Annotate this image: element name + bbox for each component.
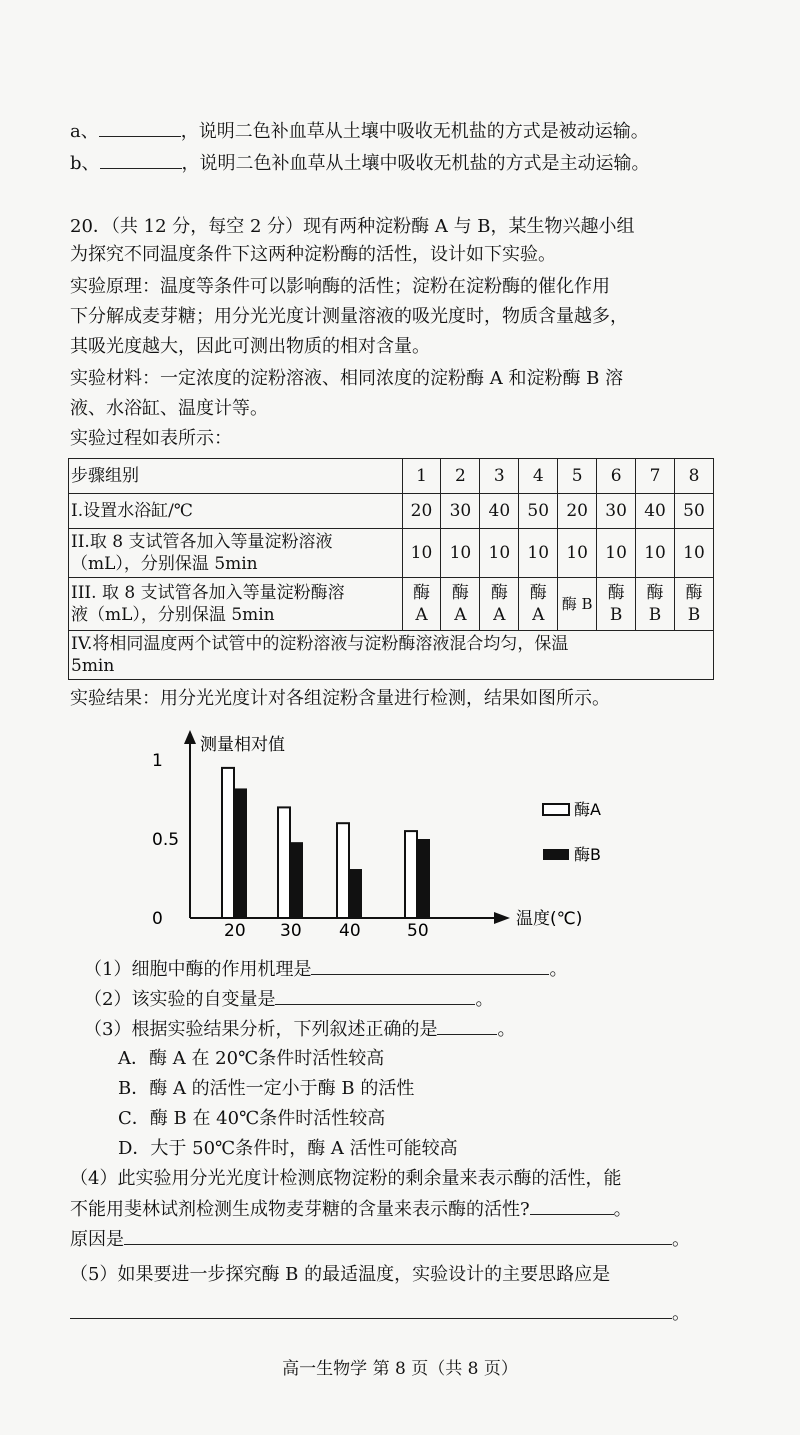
row-label [69, 529, 403, 578]
option-b[interactable]: B．酶 A 的活性一定小于酶 B 的活性 [118, 1078, 415, 1099]
q1-answer-blank[interactable] [311, 956, 549, 975]
answer-line-b [70, 150, 650, 177]
row-label-line: （mL），分别保温 5min [71, 554, 258, 574]
principle-line-3: 其吸光度越大，因此可测出物质的相对含量。 [70, 336, 430, 357]
q5-line-2 [70, 1300, 690, 1327]
enzyme-cell [558, 578, 597, 631]
result-text: 实验结果：用分光光度计对各组淀粉含量进行检测，结果如图所示。 [70, 688, 610, 709]
cell-value: 20 [402, 494, 441, 529]
enzyme-bottom: A [532, 605, 545, 625]
enzyme-cell [636, 578, 675, 631]
enzyme-top: 酶 [646, 583, 664, 603]
cell-value: 10 [519, 529, 558, 578]
cell-value: 10 [636, 529, 675, 578]
y-tick-label: 0 [152, 909, 163, 929]
row-label-line: 液（mL），分别保温 5min [71, 605, 275, 625]
enzyme-top: 酶 [529, 583, 547, 603]
experiment-table [68, 458, 714, 680]
cell-value: 10 [597, 529, 636, 578]
q4-reason-label: 原因是 [70, 1229, 124, 1250]
q4-line-1: （4）此实验用分光光度计检测底物淀粉的剩余量来表示酶的活性，能 [70, 1168, 622, 1189]
answer-blank[interactable] [99, 118, 181, 137]
enzyme-bottom: A [454, 605, 467, 625]
mix-step-line: 5min [71, 656, 115, 676]
q2-answer-blank[interactable] [275, 986, 475, 1005]
mix-step [69, 631, 714, 680]
bar-enzyme-b [291, 842, 303, 918]
period: 。 [475, 989, 494, 1010]
line-text: ，说明二色补血草从土壤中吸收无机盐的方式是被动运输。 [180, 121, 649, 142]
group-number: 1 [402, 459, 441, 494]
enzyme-cell [519, 578, 558, 631]
cell-value: 40 [636, 494, 675, 529]
q4-answer-blank[interactable] [530, 1196, 614, 1215]
x-axis-arrow [494, 912, 510, 924]
answer-blank[interactable] [100, 150, 182, 169]
q3 [84, 1016, 515, 1043]
bar-enzyme-a [278, 807, 290, 918]
legend-label-a: 酶A [574, 800, 601, 819]
option-d[interactable]: D．大于 50℃条件时，酶 A 活性可能较高 [118, 1138, 458, 1159]
results-chart [0, 722, 800, 952]
cell-value: 10 [558, 529, 597, 578]
cell-value: 50 [675, 494, 714, 529]
cell-value: 10 [480, 529, 519, 578]
enzyme-cell [597, 578, 636, 631]
q5-answer-blank[interactable] [70, 1300, 672, 1319]
enzyme-top: 酶 [685, 583, 703, 603]
enzyme-top: 酶 [451, 583, 469, 603]
process-label: 实验过程如表所示： [70, 428, 232, 449]
legend-swatch-a [543, 804, 569, 815]
q3-answer-blank[interactable] [437, 1016, 497, 1035]
enzyme-top: 酶 [412, 583, 430, 603]
cell-value: 10 [675, 529, 714, 578]
q5-line-1: （5）如果要进一步探究酶 B 的最适温度，实验设计的主要思路应是 [70, 1264, 611, 1285]
table-row [69, 459, 714, 494]
line-text: ，说明二色补血草从土壤中吸收无机盐的方式是主动运输。 [181, 153, 650, 174]
q4-line-2 [70, 1196, 632, 1223]
option-a[interactable]: A．酶 A 在 20℃条件时活性较高 [118, 1048, 385, 1069]
answer-line-a [70, 118, 649, 145]
group-number: 7 [636, 459, 675, 494]
option-c[interactable]: C．酶 B 在 40℃条件时活性较高 [118, 1108, 386, 1129]
question-header-1: 20．（共 12 分，每空 2 分）现有两种淀粉酶 A 与 B，某生物兴趣小组 [70, 216, 635, 237]
period: 。 [549, 959, 568, 980]
y-tick-label: 0.5 [152, 830, 180, 850]
bar-enzyme-a [337, 823, 349, 918]
enzyme-bottom: B [687, 605, 701, 625]
row-label: I.设置水浴缸/℃ [69, 494, 403, 529]
question-header-2: 为探究不同温度条件下这两种淀粉酶的活性，设计如下实验。 [70, 244, 556, 265]
materials-line-1: 实验材料：一定浓度的淀粉溶液、相同浓度的淀粉酶 A 和淀粉酶 B 溶 [70, 368, 624, 389]
enzyme-bottom: B [648, 605, 662, 625]
q1 [84, 956, 567, 983]
row-label-line: II.取 8 支试管各加入等量淀粉溶液 [71, 532, 333, 552]
cell-value: 10 [441, 529, 480, 578]
enzyme-bottom: A [415, 605, 428, 625]
q2-text: （2）该实验的自变量是 [84, 989, 276, 1010]
enzyme-bottom: A [493, 605, 506, 625]
x-tick-label: 40 [339, 921, 361, 941]
q4-reason-blank[interactable] [124, 1226, 672, 1245]
period: 。 [672, 1303, 690, 1324]
bar-enzyme-b [350, 869, 362, 918]
cell-value: 10 [402, 529, 441, 578]
period: 。 [672, 1229, 690, 1250]
table-row [69, 578, 714, 631]
period: 。 [497, 1019, 516, 1040]
table-row [69, 529, 714, 578]
group-number: 4 [519, 459, 558, 494]
q2 [84, 986, 493, 1013]
q3-text: （3）根据实验结果分析，下列叙述正确的是 [84, 1019, 438, 1040]
enzyme-cell [402, 578, 441, 631]
cell-value: 30 [441, 494, 480, 529]
y-axis-arrow [184, 730, 196, 744]
q4-line-3 [70, 1226, 690, 1253]
enzyme-top: 酶 [607, 583, 625, 603]
legend-swatch-b [543, 849, 569, 860]
y-axis-title: 测量相对值 [200, 735, 285, 755]
row-label [69, 578, 403, 631]
line-prefix: a、 [70, 121, 99, 142]
x-axis-title: 温度(℃) [516, 909, 583, 929]
principle-line-1: 实验原理：温度等条件可以影响酶的活性；淀粉在淀粉酶的催化作用 [70, 276, 610, 297]
cell-value: 30 [597, 494, 636, 529]
enzyme-cell [480, 578, 519, 631]
y-tick-label: 1 [152, 751, 163, 771]
x-tick-label: 20 [224, 921, 246, 941]
materials-line-2: 液、水浴缸、温度计等。 [70, 398, 268, 419]
legend-label-b: 酶B [574, 845, 601, 864]
q4-text: 不能用斐林试剂检测生成物麦芽糖的含量来表示酶的活性? [70, 1199, 530, 1220]
page-footer: 高一生物学 第 8 页（共 8 页） [282, 1359, 518, 1379]
bar-enzyme-a [405, 831, 417, 918]
row-label-line: III. 取 8 支试管各加入等量淀粉酶溶 [71, 583, 345, 603]
bar-enzyme-a [222, 768, 234, 918]
principle-line-2: 下分解成麦芽糖；用分光光度计测量溶液的吸光度时，物质含量越多， [70, 306, 628, 327]
q1-text: （1）细胞中酶的作用机理是 [84, 959, 312, 980]
group-number: 2 [441, 459, 480, 494]
mix-step-line: IV.将相同温度两个试管中的淀粉溶液与淀粉酶溶液混合均匀，保温 [71, 634, 569, 654]
table-row [69, 631, 714, 680]
enzyme-top: 酶 B [561, 595, 593, 613]
cell-value: 50 [519, 494, 558, 529]
bar-group [222, 768, 430, 918]
bar-enzyme-b [418, 839, 430, 918]
cell-value: 40 [480, 494, 519, 529]
group-number: 8 [675, 459, 714, 494]
line-prefix: b、 [70, 153, 100, 174]
group-number: 3 [480, 459, 519, 494]
header-label: 步骤组别 [69, 459, 403, 494]
bar-enzyme-b [235, 788, 247, 918]
table-row [69, 494, 714, 529]
group-number: 5 [558, 459, 597, 494]
enzyme-cell [441, 578, 480, 631]
legend [543, 800, 601, 864]
group-number: 6 [597, 459, 636, 494]
enzyme-bottom: B [609, 605, 623, 625]
enzyme-top: 酶 [490, 583, 508, 603]
cell-value: 20 [558, 494, 597, 529]
x-tick-label: 30 [280, 921, 302, 941]
x-tick-label: 50 [407, 921, 429, 941]
period: 。 [613, 1199, 632, 1220]
enzyme-cell [675, 578, 714, 631]
